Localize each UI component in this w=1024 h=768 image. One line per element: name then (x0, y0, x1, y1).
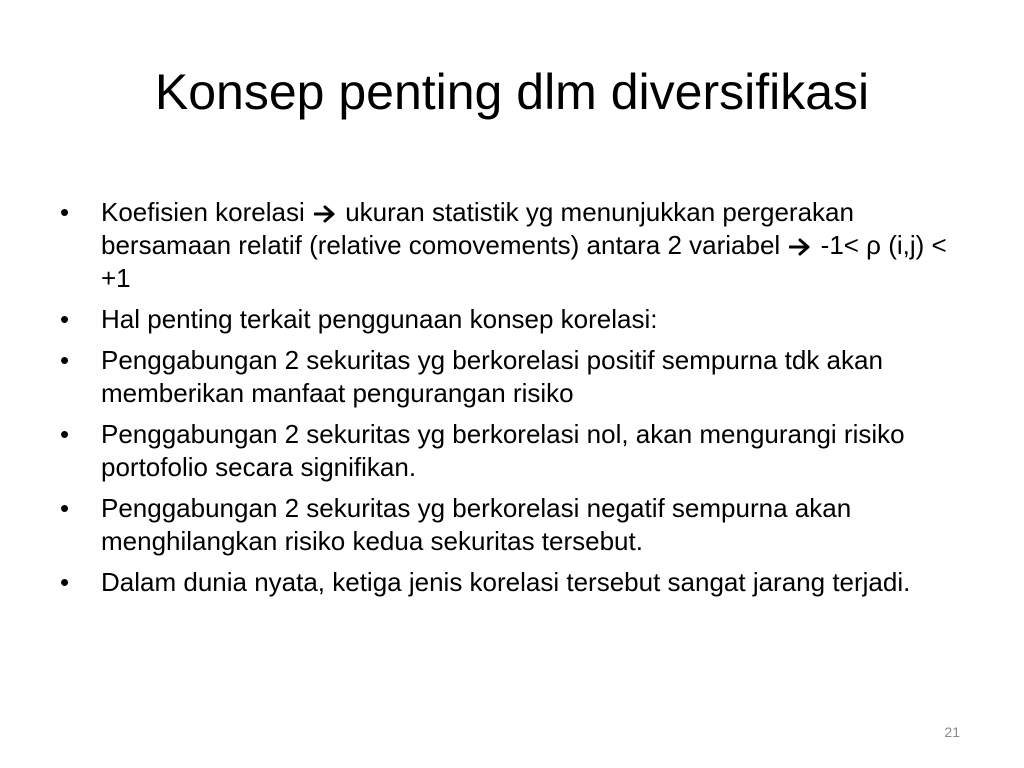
bullet-text: ukuran statistik yg menunjukkan pergerakan bersamaan relatif (relative comovements) antara 2 variabel (101, 197, 854, 260)
bullet-item (60, 303, 970, 336)
bullet-item (60, 566, 970, 599)
right-arrow-icon (789, 238, 811, 256)
slide-title: Konsep penting dlm diversifikasi (154, 64, 870, 120)
bullet-item (60, 492, 970, 558)
bullet-item (60, 196, 970, 295)
bullet-dot: • (60, 493, 70, 523)
right-arrow-icon (314, 205, 336, 223)
bullet-dot: • (60, 197, 70, 227)
bullet-text: Penggabungan 2 sekuritas yg berkorelasi nol, akan mengurangi risiko portofolio secara signifikan. (101, 419, 905, 482)
bullet-item (60, 418, 970, 484)
bullet-text: -1< ρ (i,j) < +1 (101, 230, 947, 293)
bullet-dot: • (60, 567, 70, 597)
bullet-text: Penggabungan 2 sekuritas yg berkorelasi negatif sempurna akan menghilangkan risiko kedua sekuritas tersebut. (101, 493, 852, 556)
bullet-dot: • (60, 304, 70, 334)
bullet-text: Penggabungan 2 sekuritas yg berkorelasi positif sempurna tdk akan memberikan manfaat pengurangan risiko (101, 345, 883, 408)
bullet-text: Hal penting terkait penggunaan konsep korelasi: (101, 304, 658, 334)
slide-number: 21 (944, 724, 960, 740)
bullet-dot: • (60, 419, 70, 449)
bullet-text: Koefisien korelasi (101, 197, 312, 227)
bullet-list (60, 196, 970, 607)
bullet-dot: • (60, 345, 70, 375)
bullet-item (60, 344, 970, 410)
bullet-text: Dalam dunia nyata, ketiga jenis korelasi tersebut sangat jarang terjadi. (101, 567, 911, 597)
